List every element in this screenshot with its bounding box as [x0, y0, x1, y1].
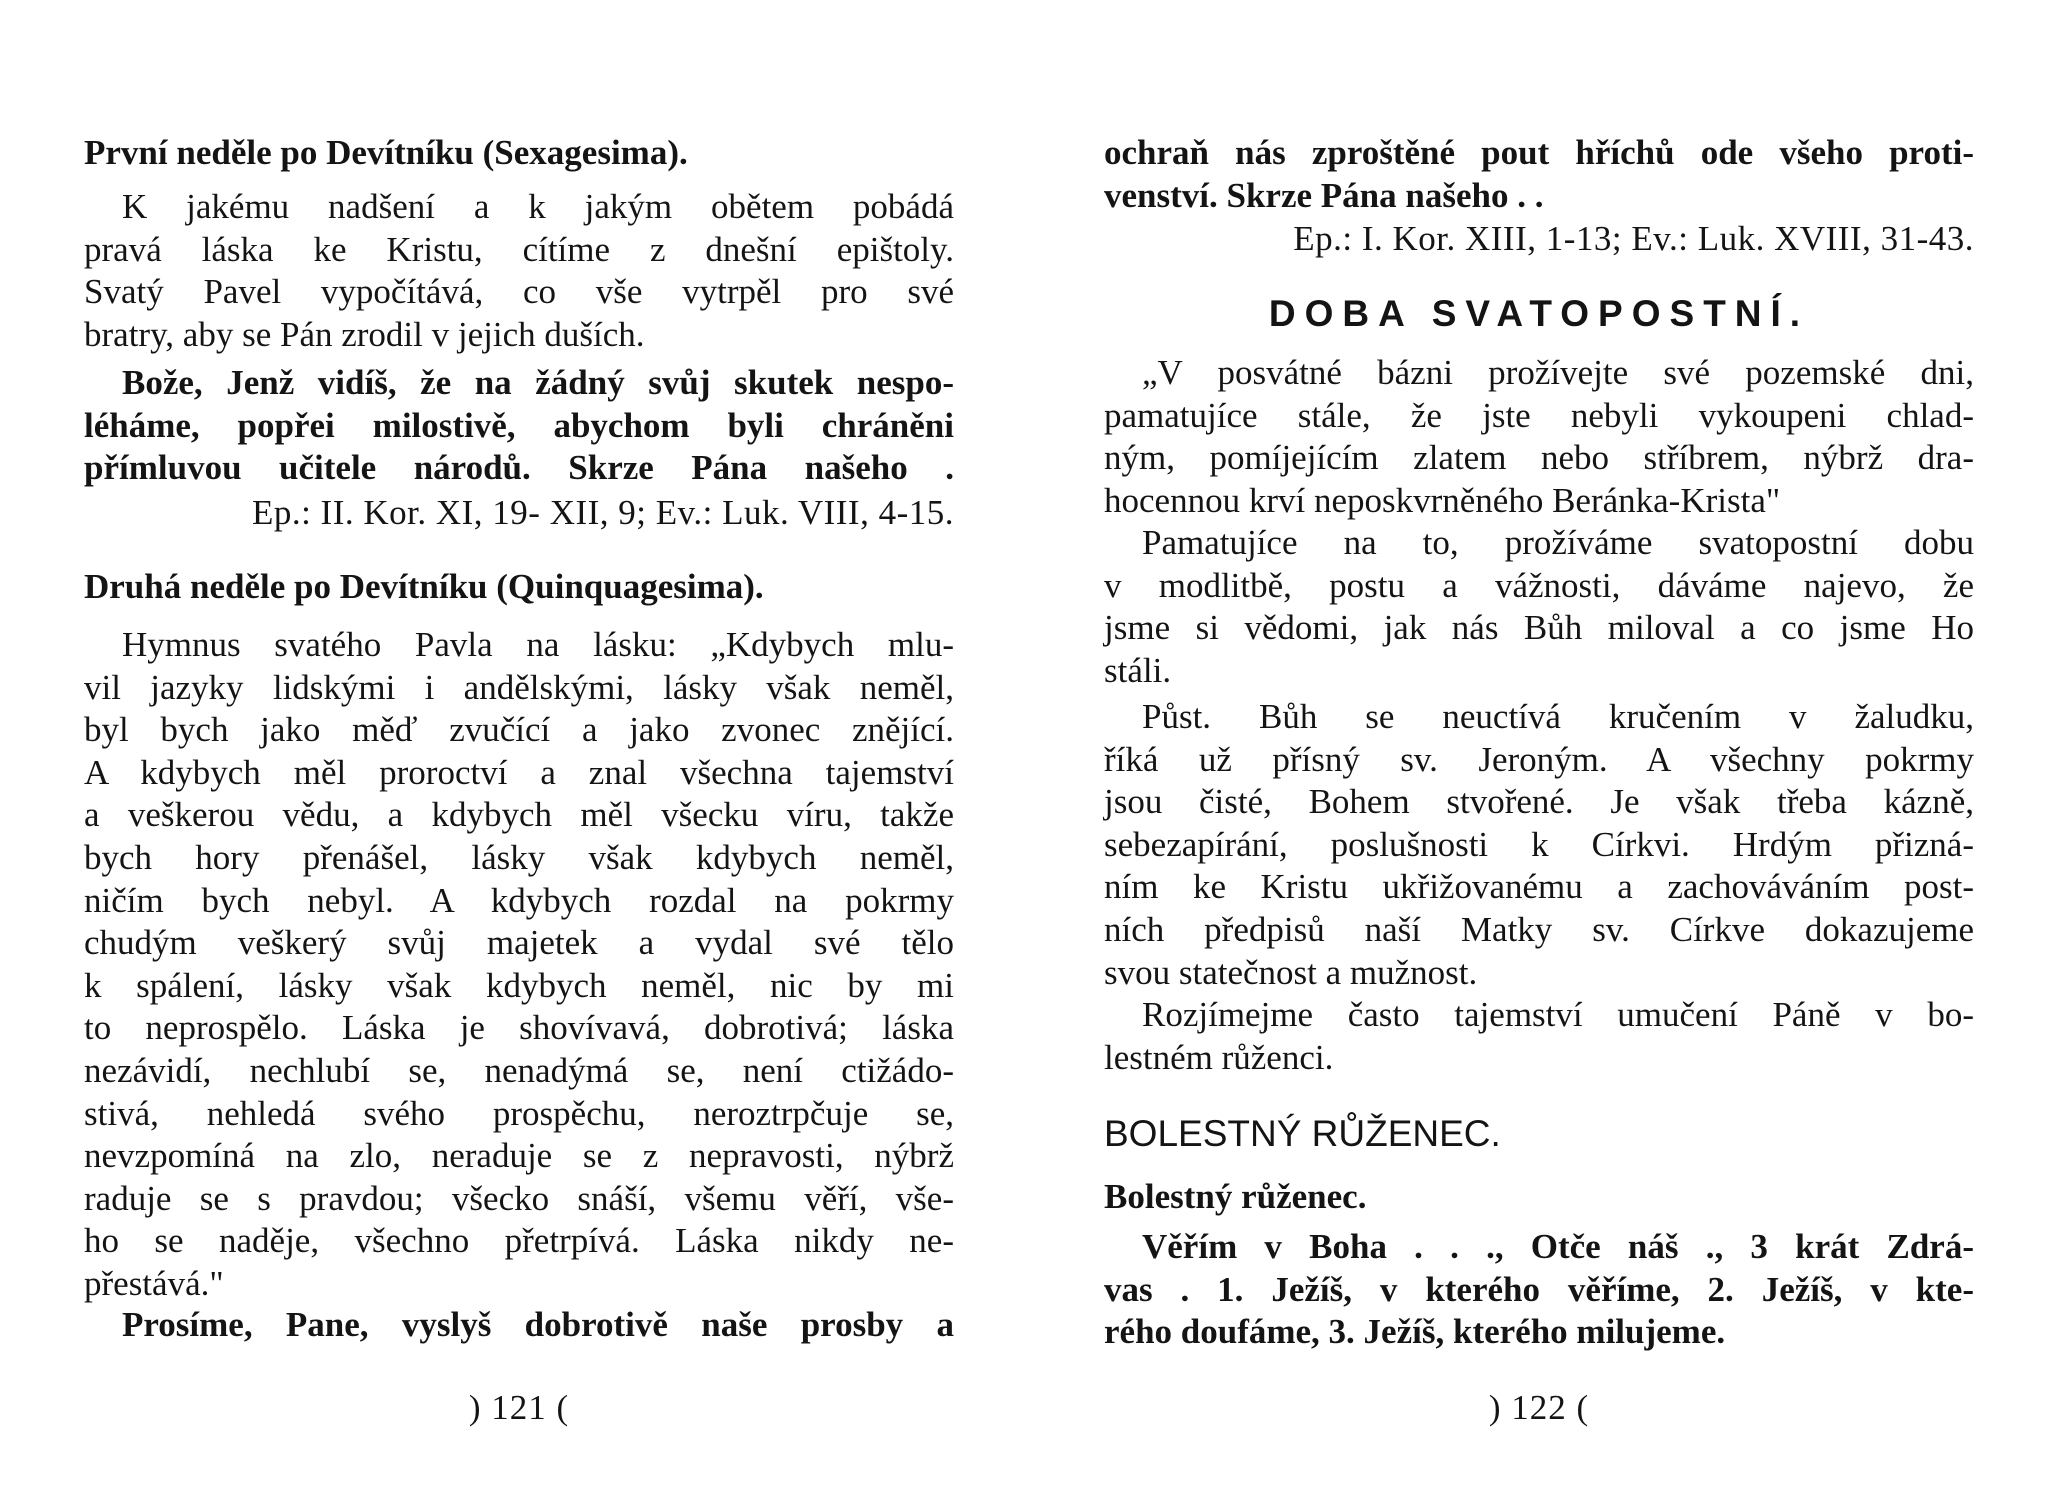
right-page [1104, 0, 1974, 1500]
rosary-title [1104, 1112, 1974, 1156]
reference-sexagesima [84, 492, 954, 535]
paragraph-hymn-of-love [84, 624, 954, 1306]
text-line: stivá, nehledá svého prospěchu, neroztrpčuje se, [84, 1093, 954, 1133]
page-number: ) 122 ( [1488, 1388, 1590, 1427]
paragraph-fasting [1104, 696, 1974, 994]
text-line: ochraň nás zproštěné pout hříchů ode všeho proti- [1104, 133, 1974, 172]
text-line: Půst. Bůh se neuctívá kručením v žaludku, [1142, 697, 1974, 736]
text-line: K jakému nadšení a k jakým obětem pobádá [122, 187, 954, 226]
text-line: stáli. [1104, 650, 1172, 690]
text-line: ho se naděje, všechno přetrpívá. Láska nikdy ne- [84, 1221, 954, 1261]
text-line: byl bych jako měď zvučící a jako zvonec znějící. [84, 710, 954, 750]
section-heading: Bolestný růženec. [1104, 1177, 1367, 1216]
text-line: pamatujíce stále, že jste nebyli vykoupeni chlad- [1104, 395, 1974, 435]
text-line: ničím bych nebyl. A kdybych rozdal na pokrmy [84, 880, 954, 920]
prayer-continuation [1104, 132, 1974, 217]
text-line: Hymnus svatého Pavla na lásku: „Kdybych mlu- [122, 625, 954, 664]
text-line: ným, pomíjejícím zlatem nebo stříbrem, nýbrž dra- [1104, 438, 1974, 478]
text-line: nevzpomíná na zlo, neraduje se z nepravosti, nýbrž [84, 1136, 954, 1176]
text-line: to neprospělo. Láska je shovívavá, dobrotivá; láska [84, 1008, 954, 1048]
text-line: Věřím v Boha . . ., Otče náš ., 3 krát Zdrá- [1142, 1227, 1974, 1266]
page-number: ) 121 ( [468, 1388, 570, 1427]
scripture-reference: Ep.: II. Kor. XI, 19- XII, 9; Ev.: Luk. VIII, 4-15. [251, 493, 954, 532]
text-line: a veškerou vědu, a kdybych měl všecku víru, takže [84, 795, 954, 835]
text-line: vil jazyky lidskými i andělskými, lásky však neměl, [84, 667, 954, 707]
text-line: nezávidí, nechlubí se, nenadýmá se, není ctižádo- [84, 1050, 954, 1090]
text-line: Svatý Pavel vypočítává, co vše vytrpěl pro své [84, 272, 954, 312]
paragraph-meditation [1104, 994, 1974, 1079]
text-line: v modlitbě, postu a vážnosti, dáváme najevo, že [1104, 565, 1974, 605]
text-line: jsme si vědomi, jak nás Bůh miloval a co jsme Ho [1104, 608, 1974, 648]
section-title: DOBA SVATOPOSTNÍ. [1268, 293, 1810, 334]
text-line: Bože, Jenž vidíš, že na žádný svůj skutek nespo- [122, 363, 954, 402]
paragraph-intro-sexagesima [84, 186, 954, 356]
paragraph-lent-meaning [1104, 522, 1974, 692]
text-line: bratry, aby se Pán zrodil v jejich duších. [84, 314, 645, 354]
text-line: ním ke Kristu ukřižovanému a zachováváním post- [1104, 867, 1974, 907]
prayer-sexagesima [84, 362, 954, 490]
rosary-instructions [1104, 1226, 1974, 1354]
left-page [84, 0, 954, 1500]
text-line: venství. Skrze Pána našeho . . [1104, 175, 1544, 215]
text-line: „V posvátné bázni prožívejte své pozemské dni, [1142, 353, 1974, 392]
text-line: bych hory přenášel, lásky však kdybych neměl, [84, 837, 954, 877]
section-heading: První neděle po Devítníku (Sexagesima). [84, 133, 688, 172]
text-line: sebezapírání, poslušnosti k Církvi. Hrdým přizná- [1104, 824, 1974, 864]
text-line: léháme, popřei milostivě, abychom byli chráněni [84, 405, 954, 445]
prayer-quinquagesima [84, 1304, 954, 1347]
text-line: chudým veškerý svůj majetek a vydal své tělo [84, 923, 954, 963]
text-line: lestném růženci. [1104, 1037, 1334, 1077]
text-line: raduje se s pravdou; všecko snáší, všemu věří, vše- [84, 1178, 954, 1218]
text-line: Pamatujíce na to, prožíváme svatopostní dobu [1142, 523, 1974, 562]
text-line: přestává." [84, 1263, 224, 1303]
text-line: k spálení, lásky však kdybych neměl, nic by mi [84, 965, 954, 1005]
text-line: pravá láska ke Kristu, cítíme z dnešní epištoly. [84, 229, 954, 269]
quote-lent [1104, 352, 1974, 522]
reference-quinquagesima [1104, 218, 1974, 261]
section-heading: Druhá neděle po Devítníku (Quinquagesima). [84, 567, 764, 606]
scripture-reference: Ep.: I. Kor. XIII, 1-13; Ev.: Luk. XVIII, 31-43. [1293, 219, 1974, 258]
section-lent-title [1104, 292, 1974, 336]
text-line: jsou čisté, Bohem stvořené. Je však třeba kázně, [1104, 782, 1974, 822]
heading-quinquagesima [84, 566, 954, 609]
text-line: vas . 1. Ježíš, v kterého věříme, 2. Ježíš, v kte- [1104, 1269, 1974, 1309]
text-line: přímluvou učitele národů. Skrze Pána našeho . [84, 448, 954, 488]
text-line: říká už přísný sv. Jeroným. A všechny pokrmy [1104, 739, 1974, 779]
text-line: Prosíme, Pane, vyslyš dobrotivě naše prosby a [122, 1305, 954, 1344]
text-line: ních předpisů naší Matky sv. Církve dokazujeme [1104, 909, 1974, 949]
heading-sexagesima [84, 132, 954, 175]
text-line: rého doufáme, 3. Ježíš, kterého milujeme. [1104, 1312, 1726, 1352]
text-line: Rozjímejme často tajemství umučení Páně v bo- [1142, 995, 1974, 1034]
section-title: BOLESTNÝ RŮŽENEC. [1104, 1113, 1501, 1154]
rosary-subtitle [1104, 1176, 1974, 1219]
text-line: A kdybych měl proroctví a znal všechna tajemství [84, 752, 954, 792]
text-line: svou statečnost a mužnost. [1104, 952, 1478, 992]
text-line: hocennou krví neposkvrněného Beránka-Krista" [1104, 480, 1781, 520]
